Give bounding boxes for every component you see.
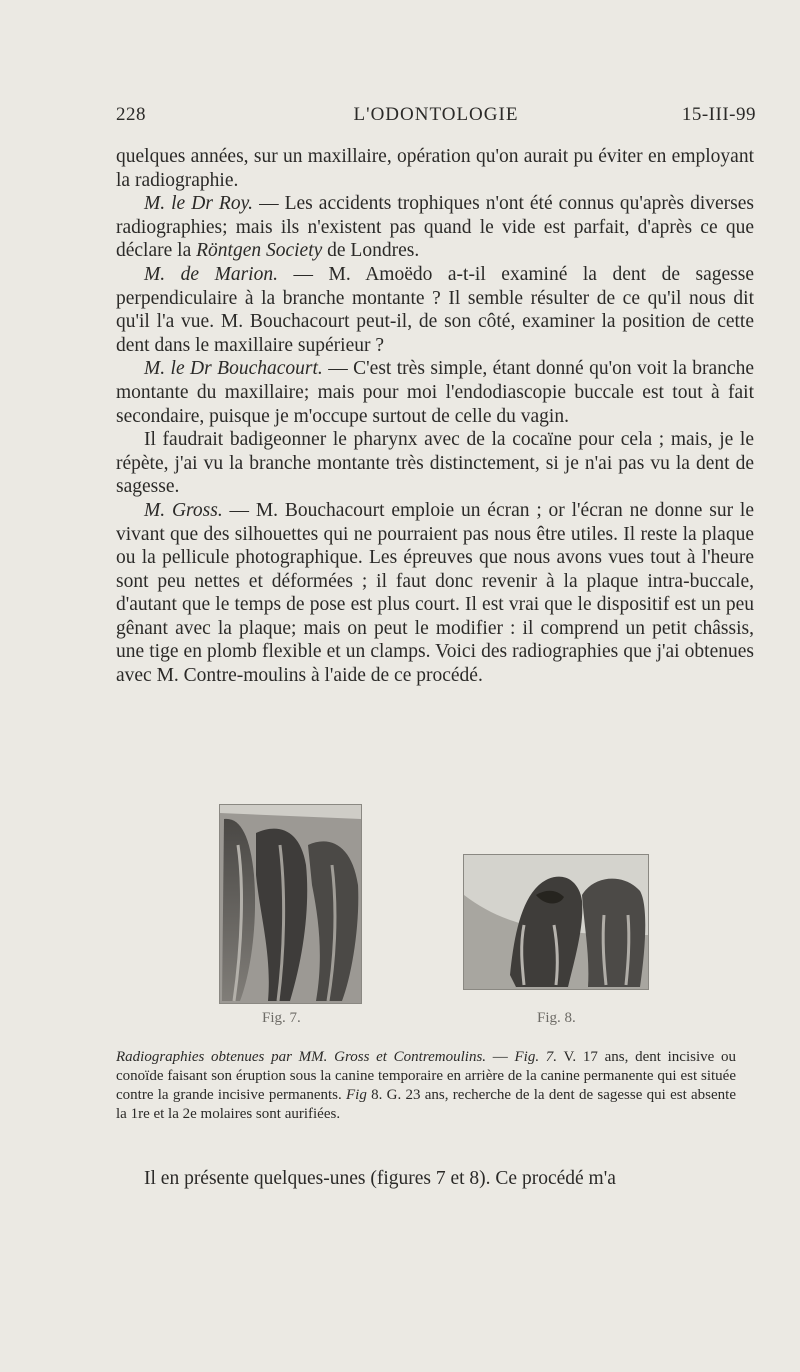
paragraph: M. Gross. — M. Bouchacourt emploie un écran ; or l'écran ne donne sur le vivant que des silhouettes qui ne pourraient pas nous être utiles. Il reste la plaque ou la pellicule photographique. Les épreuves que nous avons vues tout à l'heure sont peu nettes et déformées ; il faut donc revenir à la plaque intra-buccale, d'autant que le temps de pose est plus court. Il est vrai que le dispositif est un peu gênant avec la plaque; mais on peut le modifier : il comprend un petit châssis, une tige en plomb flexible et un clamps. Voici des radiographies que j'ai obtenues avec M. Contre-moulins à l'aide de ce procédé. [116,499,755,687]
paragraph: Il faudrait badigeonner le pharynx avec de la cocaïne pour cela ; mais, je le répète, j'ai vu la branche montante très distinctement, si je n'ai pas vu la dent de sagesse. [116,429,754,498]
speaker: M. le Dr Bouchacourt. [144,358,323,380]
figure-7-label: Fig. 7. [262,1010,301,1026]
journal-title: L'ODONTOLOGIE [353,104,519,125]
caption-text: Radiographies obtenues par MM. Gross et Contremoulins. — Fig. 7. V. 17 ans, dent incisive ou conoïde faisant son éruption sous la canine temporaire en arrière de la canine permanente qui est située contre la grande incisive permanents. Fig 8. G. 23 ans, recherche de la dent de sagesse qui est absente la 1re et la 2e molaires sont aurifiées. [116,1049,736,1122]
figure-caption [116,1048,736,1124]
paragraph: quelques années, sur un maxillaire, opération qu'on aurait pu éviter en employant la radiographie. [116,146,754,191]
paragraph: M. le Dr Bouchacourt. — C'est très simple, étant donné qu'on voit la branche montante du maxillaire; mais pour moi l'endodiascopie buccale est tout à fait secondaire, puisque je m'occupe surtout de celle du vagin. [116,358,755,427]
figure-7-radiograph [219,804,362,1004]
figure-8-label: Fig. 8. [537,1010,576,1026]
speaker: M. Gross. [144,499,223,521]
running-header [116,104,756,134]
paragraph: M. de Marion. — M. Amoëdo a-t-il examiné la dent de sagesse perpendiculaire à la branche montante ? Il semble résulter de ce qu'il nous dit qu'il l'a vue. M. Bouchacourt peut-il, de son côté, examiner la position de cette dent dans le maxillaire supérieur ? [116,263,754,356]
tooth-radiograph-image [220,805,361,1003]
paragraph: Il en présente quelques-unes (figures 7 et 8). Ce procédé m'a [144,1168,616,1189]
speaker: M. de Marion. [144,263,278,285]
closing-paragraph [116,1167,756,1191]
issue-date: 15-III-99 [681,104,756,125]
figure-8-radiograph [463,854,649,990]
paragraph: M. le Dr Roy. — Les accidents trophiques n'ont été connus qu'après diverses radiographies; mais ils n'existent pas quand le vide est parfait, d'après ce que déclare la Röntgen Society de Londres. [116,193,755,262]
speaker: M. le Dr Roy. [144,193,254,215]
page-number: 228 [116,104,146,125]
body-text [116,145,754,688]
molar-radiograph-image [464,855,648,989]
